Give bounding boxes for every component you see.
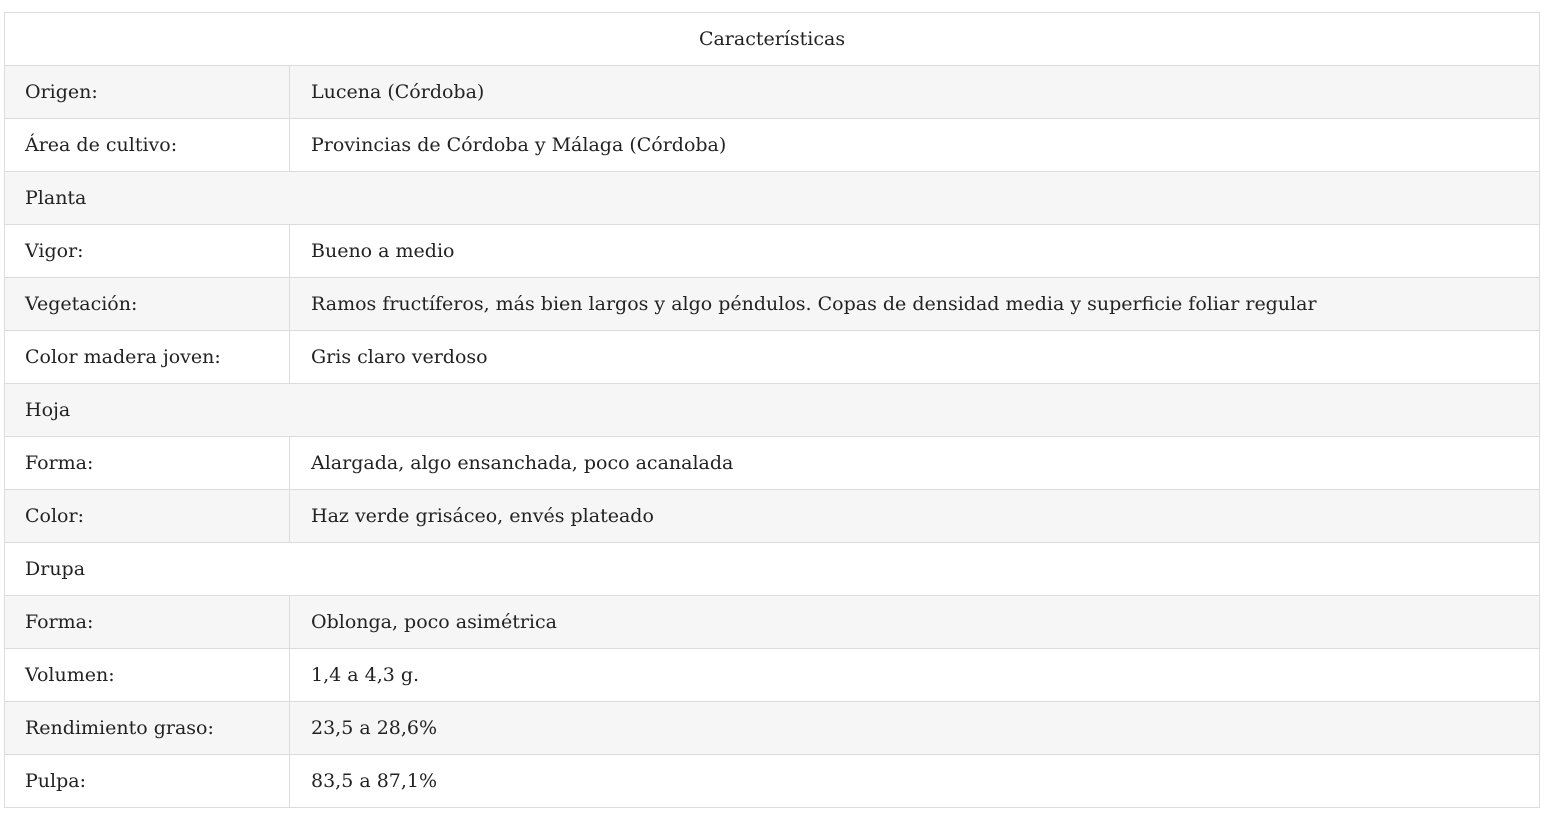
table-row [5,66,1540,119]
section-row-drupa [5,543,1540,596]
section-heading: Hoja [5,384,1540,437]
section-row-planta [5,172,1540,225]
row-value: Bueno a medio [290,225,1540,278]
row-label: Forma: [5,596,290,649]
characteristics-table-wrapper [4,12,1539,808]
row-label: Rendimiento graso: [5,702,290,755]
table-row [5,702,1540,755]
table-row [5,649,1540,702]
row-value: 1,4 a 4,3 g. [290,649,1540,702]
table-title: Características [5,13,1540,66]
table-row [5,755,1540,808]
table-row [5,225,1540,278]
table-row [5,331,1540,384]
section-row-hoja [5,384,1540,437]
row-label: Forma: [5,437,290,490]
row-value: Lucena (Córdoba) [290,66,1540,119]
table-row [5,119,1540,172]
row-label: Vegetación: [5,278,290,331]
row-value: Haz verde grisáceo, envés plateado [290,490,1540,543]
row-value: Provincias de Córdoba y Málaga (Córdoba) [290,119,1540,172]
section-heading: Planta [5,172,1540,225]
row-value: Oblonga, poco asimétrica [290,596,1540,649]
row-value: 23,5 a 28,6% [290,702,1540,755]
table-row [5,278,1540,331]
table-row [5,490,1540,543]
row-label: Volumen: [5,649,290,702]
table-row [5,437,1540,490]
row-label: Área de cultivo: [5,119,290,172]
table-row [5,596,1540,649]
section-heading: Drupa [5,543,1540,596]
table-title-row [5,13,1540,66]
row-label: Pulpa: [5,755,290,808]
row-value: Ramos fructíferos, más bien largos y algo péndulos. Copas de densidad media y superficie foliar regular [290,278,1540,331]
row-value: Gris claro verdoso [290,331,1540,384]
row-label: Color madera joven: [5,331,290,384]
row-value: 83,5 a 87,1% [290,755,1540,808]
row-label: Color: [5,490,290,543]
characteristics-table [4,12,1540,808]
row-label: Origen: [5,66,290,119]
row-label: Vigor: [5,225,290,278]
row-value: Alargada, algo ensanchada, poco acanalada [290,437,1540,490]
